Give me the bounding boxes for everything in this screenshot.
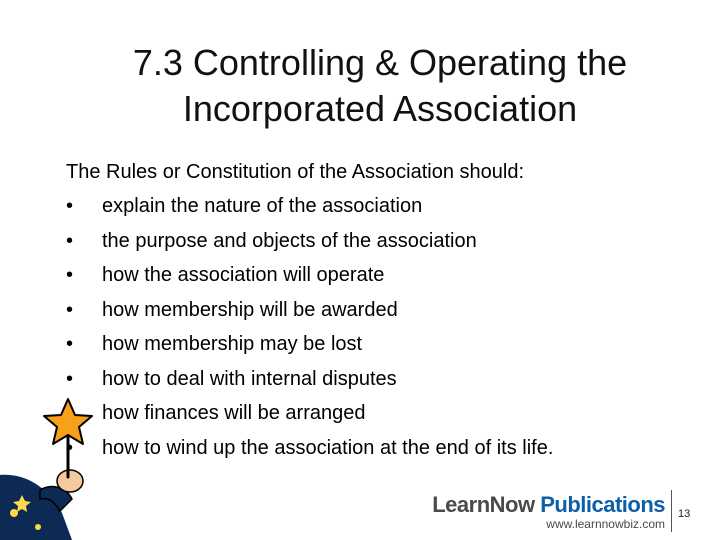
bullet-glyph: •: [66, 264, 74, 286]
bullet-text: how membership may be lost: [102, 333, 363, 355]
wizard-with-star-wand-icon: [0, 395, 110, 540]
bullet-item: [66, 396, 706, 431]
bullet-text: explain the nature of the association: [102, 195, 423, 217]
footer-divider: [671, 490, 672, 532]
bullet-item: [66, 189, 706, 224]
intro-text: The Rules or Constitution of the Association should:: [66, 161, 525, 183]
bullet-text: how to deal with internal disputes: [102, 367, 397, 390]
bullet-text: how membership will be awarded: [102, 298, 398, 321]
slide-title-line-1: 7.3 Controlling & Operating the: [132, 42, 628, 83]
slide-title-line-2: Incorporated Association: [182, 88, 578, 129]
bullet-item: [66, 258, 706, 293]
bullet-glyph: •: [66, 298, 74, 321]
slide-body: [66, 155, 706, 465]
bullet-glyph: •: [66, 333, 74, 355]
slide-title: [60, 40, 700, 132]
bullet-glyph: •: [66, 229, 74, 252]
bullet-list: [66, 189, 706, 465]
bullet-glyph: •: [66, 195, 74, 217]
bullet-item: [66, 327, 706, 362]
bullet-glyph: •: [66, 367, 74, 390]
bullet-item: [66, 224, 706, 259]
logo-publications: Publications: [540, 492, 665, 517]
logo-learnnow: LearnNow: [432, 492, 535, 517]
bullet-item: [66, 362, 706, 397]
bullet-glyph: •: [66, 436, 74, 459]
slide-number: 13: [678, 508, 691, 520]
logo-url: www.learnnowbiz.com: [546, 517, 665, 531]
learnnow-publications-logo: [432, 492, 665, 532]
bullet-text: how to wind up the association at the end of its life.: [102, 436, 554, 459]
bullet-text: how finances will be arranged: [102, 402, 366, 424]
bullet-text: how the association will operate: [102, 264, 385, 286]
bullet-text: the purpose and objects of the association: [102, 229, 477, 252]
bullet-item: [66, 431, 706, 466]
logo-wordmark: [432, 492, 665, 518]
bullet-item: [66, 293, 706, 328]
